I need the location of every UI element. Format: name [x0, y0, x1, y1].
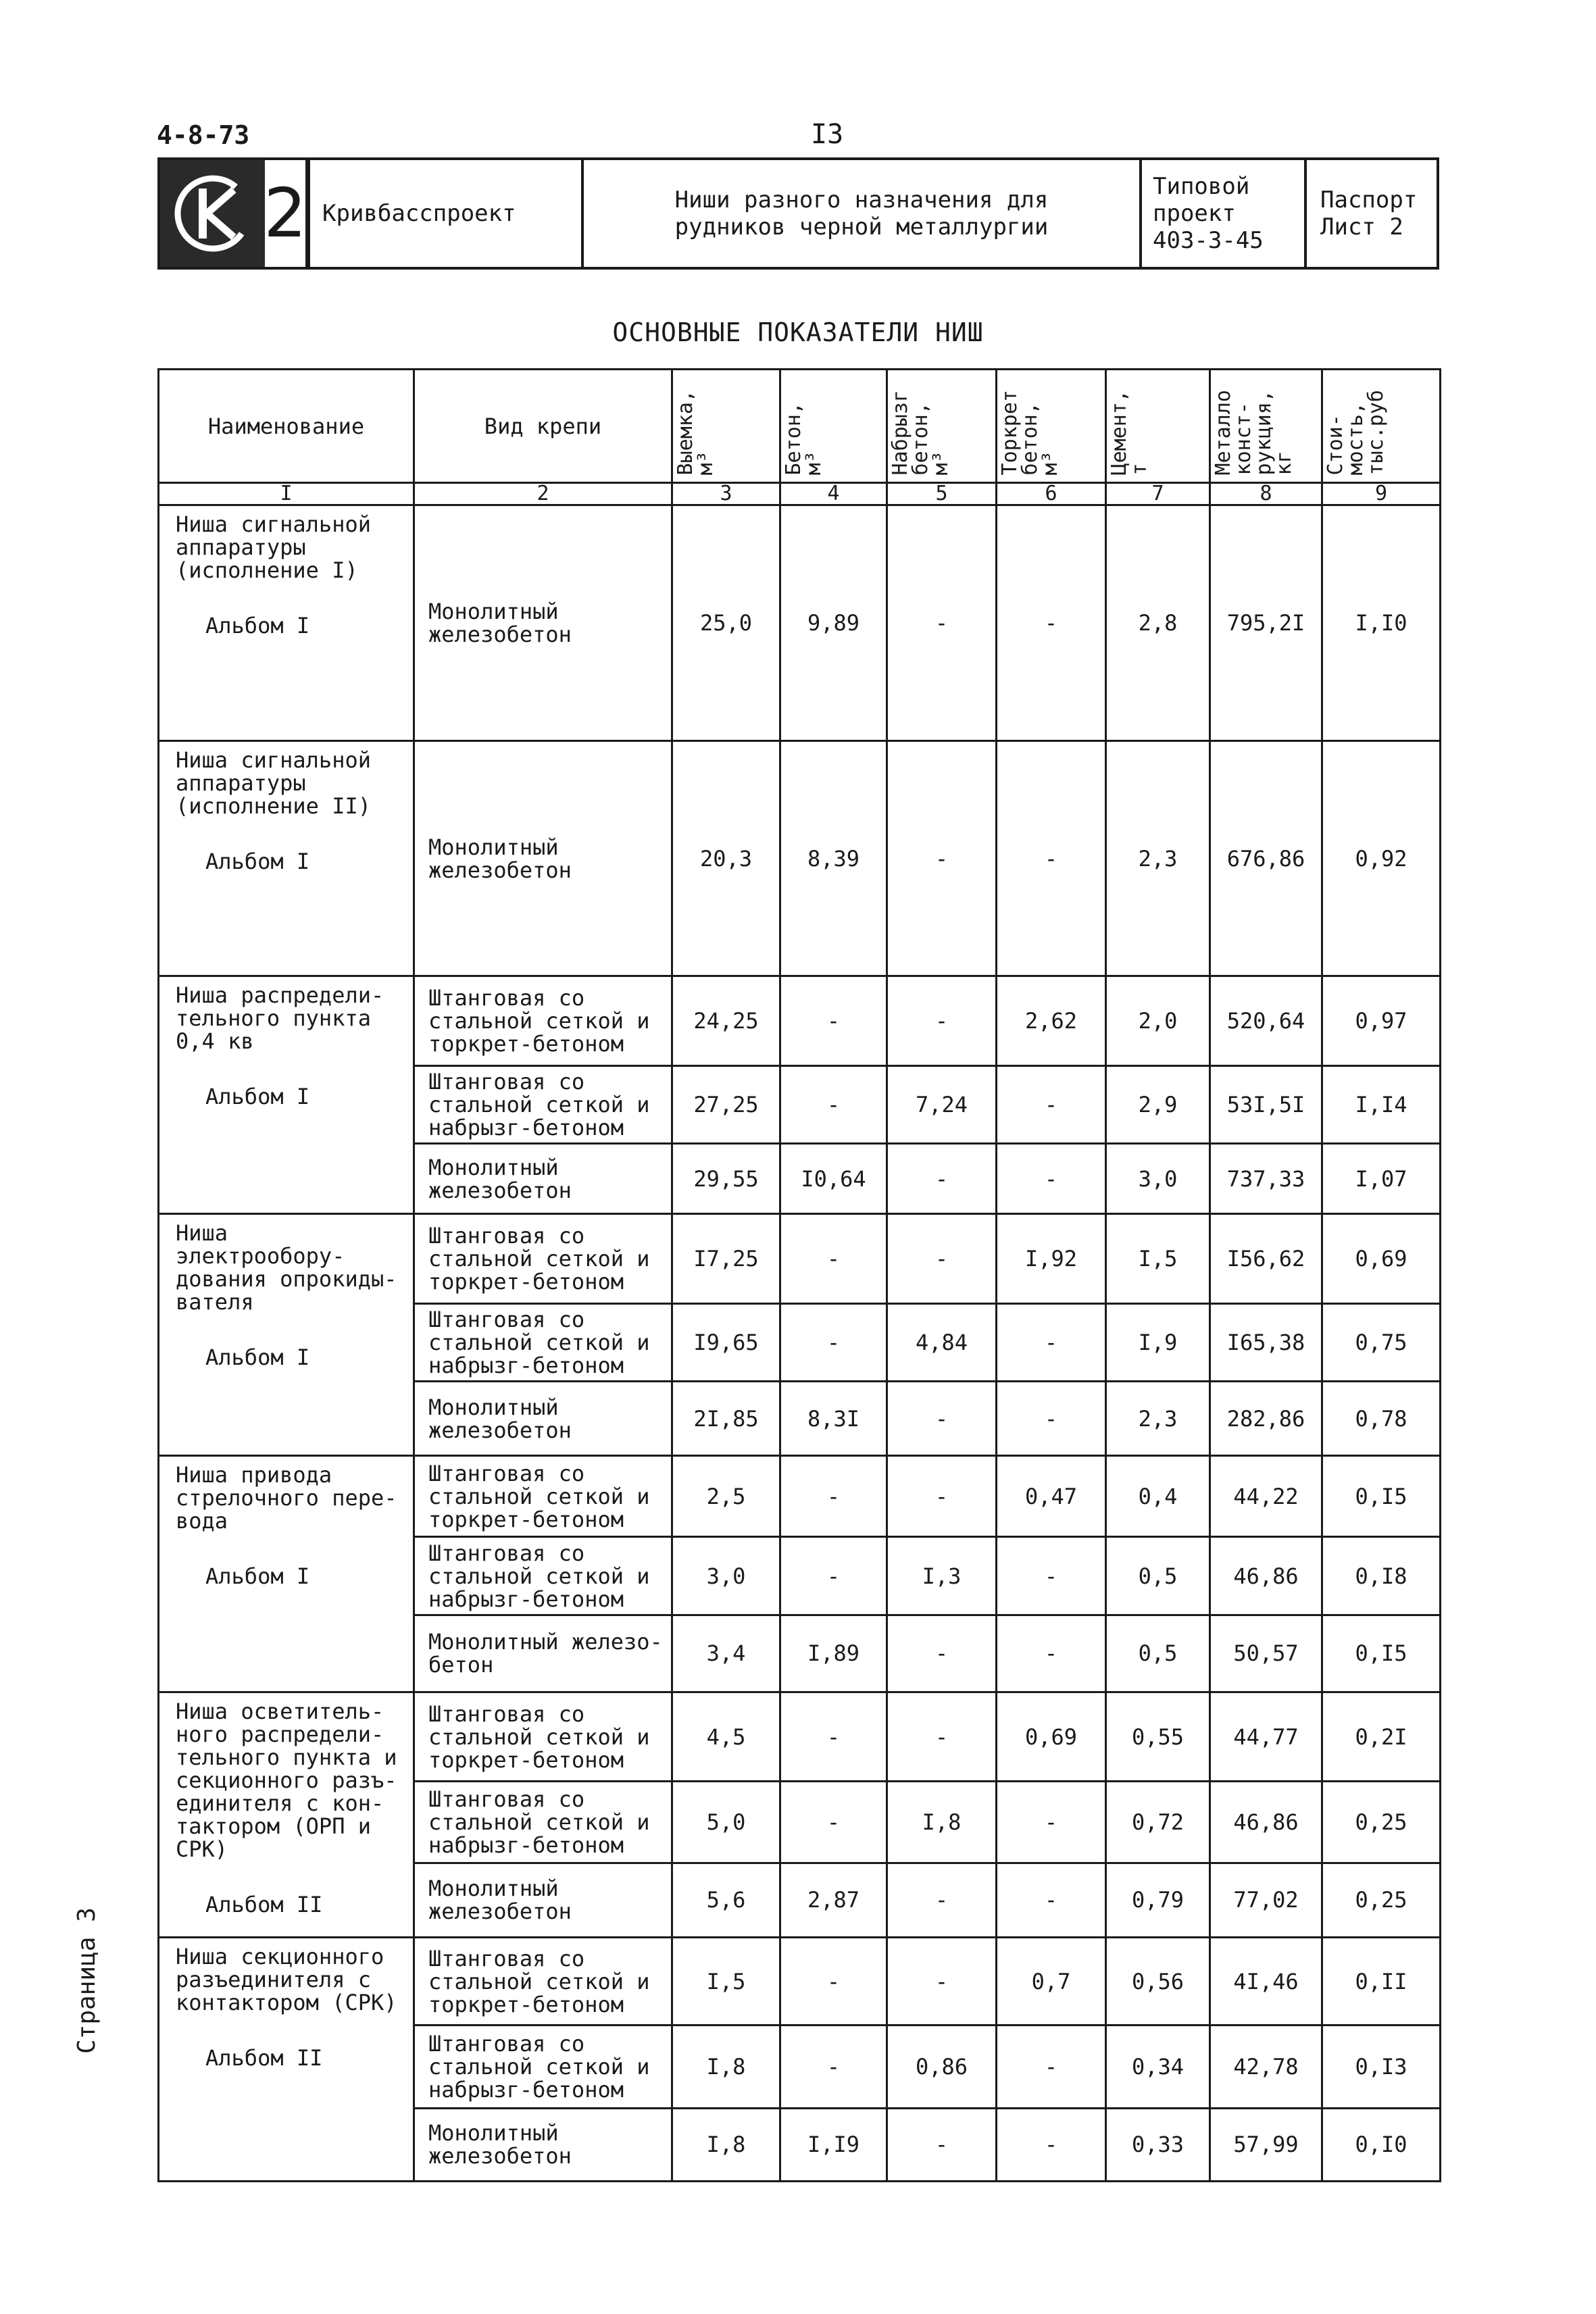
value-cell: I,07 [1322, 1144, 1441, 1214]
value-cell: - [887, 1382, 997, 1456]
column-header: Наименование [159, 370, 414, 483]
value-cell: 44,22 [1210, 1456, 1322, 1537]
support-type: Штанговая со стальной сеткой и набрызг-бетоном [414, 1537, 672, 1615]
value-cell: 4I,46 [1210, 1937, 1322, 2026]
logo-number: 2 [265, 160, 305, 267]
album-label: Альбом I [205, 1344, 310, 1371]
value-cell: I56,62 [1210, 1214, 1322, 1304]
value-cell: I,9 [1106, 1303, 1210, 1381]
value-cell: 0,72 [1106, 1782, 1210, 1863]
value-cell: 0,69 [1322, 1214, 1441, 1304]
niche-name-text: Ниша распредели- тельного пункта 0,4 кв [176, 982, 384, 1055]
value-cell: I,3 [887, 1537, 997, 1615]
value-cell: 2,9 [1106, 1066, 1210, 1144]
column-number-row [159, 483, 1441, 505]
value-cell: 27,25 [672, 1066, 780, 1144]
value-cell: 4,84 [887, 1303, 997, 1381]
value-cell: I,92 [997, 1214, 1106, 1304]
value-cell: 2,8 [1106, 505, 1210, 741]
value-cell: I,I9 [780, 2108, 887, 2181]
support-type: Штанговая со стальной сеткой и набрызг-бетоном [414, 2026, 672, 2108]
column-header: Торкрет бетон, м³ [997, 370, 1106, 483]
value-cell: 0,55 [1106, 1692, 1210, 1782]
value-cell: - [997, 1782, 1106, 1863]
support-type: Штанговая со стальной сеткой и набрызг-бетоном [414, 1782, 672, 1863]
value-cell: - [887, 1863, 997, 1937]
value-cell: I,8 [672, 2026, 780, 2108]
value-cell: 0,5 [1106, 1615, 1210, 1692]
support-type: Монолитный железо- бетон [414, 1615, 672, 1692]
value-cell: 0,86 [887, 2026, 997, 2108]
value-cell: 24,25 [672, 976, 780, 1066]
value-cell: 0,69 [997, 1692, 1106, 1782]
value-cell: 44,77 [1210, 1692, 1322, 1782]
value-cell: I,8 [887, 1782, 997, 1863]
page-number: I3 [811, 119, 844, 150]
value-cell: 53I,5I [1210, 1066, 1322, 1144]
niche-name-text: Ниша привода стрелочного пере- вода [176, 1462, 397, 1534]
value-cell: 46,86 [1210, 1537, 1322, 1615]
value-cell: - [780, 1692, 887, 1782]
value-cell: 20,3 [672, 740, 780, 976]
value-cell: 0,I5 [1322, 1615, 1441, 1692]
value-cell: 25,0 [672, 505, 780, 741]
value-cell: - [780, 1303, 887, 1381]
table-row [159, 976, 1441, 1066]
value-cell: 0,II [1322, 1937, 1441, 2026]
value-cell: 0,78 [1322, 1382, 1441, 1456]
column-number: 8 [1210, 483, 1322, 505]
value-cell: - [780, 1066, 887, 1144]
table-row [159, 1214, 1441, 1304]
value-cell: 2,0 [1106, 976, 1210, 1066]
value-cell: I,I4 [1322, 1066, 1441, 1144]
column-number: 5 [887, 483, 997, 505]
value-cell: 0,25 [1322, 1863, 1441, 1937]
album-label: Альбом I [205, 1084, 310, 1110]
value-cell: 42,78 [1210, 2026, 1322, 2108]
value-cell: I,5 [672, 1937, 780, 2026]
value-cell: 0,25 [1322, 1782, 1441, 1863]
value-cell: - [997, 1303, 1106, 1381]
value-cell: 2,5 [672, 1456, 780, 1537]
value-cell: - [997, 1066, 1106, 1144]
support-type: Монолитный железобетон [414, 1863, 672, 1937]
niche-name-text: Ниша сигнальной аппаратуры (исполнение I) [176, 511, 371, 583]
value-cell: 795,2I [1210, 505, 1322, 741]
page-side-label: Страница 3 [73, 1907, 101, 2054]
support-type: Штанговая со стальной сеткой и торкрет-бетоном [414, 976, 672, 1066]
value-cell: - [780, 1782, 887, 1863]
value-cell: 0,2I [1322, 1692, 1441, 1782]
value-cell: - [997, 1615, 1106, 1692]
value-cell: 50,57 [1210, 1615, 1322, 1692]
value-cell: - [780, 2026, 887, 2108]
value-cell: - [887, 1456, 997, 1537]
value-cell: - [887, 2108, 997, 2181]
document-title [582, 159, 1141, 268]
support-type: Штанговая со стальной сеткой и торкрет-бетоном [414, 1456, 672, 1537]
value-cell: 2,3 [1106, 740, 1210, 976]
niche-name [159, 1692, 414, 1937]
value-cell: 0,47 [997, 1456, 1106, 1537]
value-cell: - [887, 1615, 997, 1692]
support-type: Штанговая со стальной сеткой и торкрет-бетоном [414, 1692, 672, 1782]
value-cell: I9,65 [672, 1303, 780, 1381]
support-type: Монолитный железобетон [414, 2108, 672, 2181]
value-cell: I,89 [780, 1615, 887, 1692]
indicators-table [157, 368, 1441, 2182]
project-line-2: проект [1153, 200, 1236, 227]
value-cell: 2,3 [1106, 1382, 1210, 1456]
column-number: 3 [672, 483, 780, 505]
column-number: 2 [414, 483, 672, 505]
value-cell: - [997, 1537, 1106, 1615]
project-number: 403-3-45 [1153, 227, 1264, 254]
table-row [159, 1692, 1441, 1782]
title-line-2: рудников черной металлургии [674, 213, 1049, 241]
value-cell: 57,99 [1210, 2108, 1322, 2181]
album-label: Альбом I [205, 848, 310, 874]
niche-name-text: Ниша сигнальной аппаратуры (исполнение II) [176, 747, 371, 819]
value-cell: - [997, 2026, 1106, 2108]
project-info [1141, 159, 1305, 268]
support-type: Штанговая со стальной сеткой и торкрет-бетоном [414, 1214, 672, 1304]
value-cell: - [887, 1214, 997, 1304]
value-cell: 4,5 [672, 1692, 780, 1782]
title-block [157, 157, 1439, 270]
table-row [159, 1937, 1441, 2026]
album-label: Альбом II [205, 1891, 323, 1917]
value-cell: 5,6 [672, 1863, 780, 1937]
header-row [159, 370, 1441, 483]
niche-name [159, 976, 414, 1214]
value-cell: - [997, 505, 1106, 741]
column-number: 6 [997, 483, 1106, 505]
niche-name [159, 505, 414, 741]
support-type: Монолитный железобетон [414, 1144, 672, 1214]
value-cell: 282,86 [1210, 1382, 1322, 1456]
value-cell: 0,33 [1106, 2108, 1210, 2181]
niche-name [159, 740, 414, 976]
value-cell: 5,0 [672, 1782, 780, 1863]
value-cell: - [780, 1537, 887, 1615]
value-cell: 0,97 [1322, 976, 1441, 1066]
niche-name [159, 1214, 414, 1456]
table-heading: ОСНОВНЫЕ ПОКАЗАТЕЛИ НИШ [612, 318, 984, 347]
value-cell: 7,24 [887, 1066, 997, 1144]
value-cell: I65,38 [1210, 1303, 1322, 1381]
value-cell: 2,62 [997, 976, 1106, 1066]
passport-line-1: Паспорт [1320, 186, 1418, 213]
value-cell: - [997, 2108, 1106, 2181]
value-cell: - [997, 1382, 1106, 1456]
value-cell: 2I,85 [672, 1382, 780, 1456]
value-cell: 3,4 [672, 1615, 780, 1692]
value-cell: 29,55 [672, 1144, 780, 1214]
value-cell: 8,3I [780, 1382, 887, 1456]
value-cell: - [887, 1692, 997, 1782]
value-cell: I,I0 [1322, 505, 1441, 741]
value-cell: - [887, 976, 997, 1066]
value-cell: 0,56 [1106, 1937, 1210, 2026]
value-cell: 0,7 [997, 1937, 1106, 2026]
project-line-1: Типовой [1153, 173, 1250, 200]
niche-name [159, 1456, 414, 1692]
value-cell: 0,I3 [1322, 2026, 1441, 2108]
value-cell: - [780, 1214, 887, 1304]
niche-name-text: Ниша электрообору- дования опрокиды- вателя [176, 1220, 397, 1315]
value-cell: - [997, 1863, 1106, 1937]
value-cell: - [997, 1144, 1106, 1214]
value-cell: 737,33 [1210, 1144, 1322, 1214]
value-cell: 0,92 [1322, 740, 1441, 976]
value-cell: 3,0 [672, 1537, 780, 1615]
column-number: 9 [1322, 483, 1441, 505]
value-cell: I,8 [672, 2108, 780, 2181]
logo [159, 159, 309, 268]
title-line-1: Ниши разного назначения для [674, 186, 1049, 213]
support-type: Монолитный железобетон [414, 505, 672, 741]
value-cell: I7,25 [672, 1214, 780, 1304]
column-number: I [159, 483, 414, 505]
value-cell: 676,86 [1210, 740, 1322, 976]
value-cell: 0,75 [1322, 1303, 1441, 1381]
value-cell: 0,I0 [1322, 2108, 1441, 2181]
ck-logo-icon [160, 160, 265, 267]
album-label: Альбом I [205, 1563, 310, 1590]
support-type: Монолитный железобетон [414, 1382, 672, 1456]
table-row [159, 505, 1441, 741]
column-number: 4 [780, 483, 887, 505]
niche-name-text: Ниша осветитель- ного распредели- тельного пункта и секционного разъ- единителя с кон- тактором (ОРП и СРК) [176, 1698, 397, 1862]
value-cell: 3,0 [1106, 1144, 1210, 1214]
album-label: Альбом II [205, 2044, 323, 2071]
column-header: Металло конст- рукция, кг [1210, 370, 1322, 483]
album-label: Альбом I [205, 613, 310, 638]
support-type: Штанговая со стальной сеткой и торкрет-бетоном [414, 1937, 672, 2026]
column-header: Бетон, м³ [780, 370, 887, 483]
value-cell: - [997, 740, 1106, 976]
value-cell: - [887, 1144, 997, 1214]
sheet-number: Лист 2 [1320, 213, 1403, 241]
niche-name [159, 1937, 414, 2181]
value-cell: 520,64 [1210, 976, 1322, 1066]
value-cell: I,5 [1106, 1214, 1210, 1304]
organization-name: Кривбасспроект [309, 159, 582, 268]
column-header: Набрызг бетон, м³ [887, 370, 997, 483]
value-cell: - [780, 1937, 887, 2026]
value-cell: 9,89 [780, 505, 887, 741]
value-cell: 46,86 [1210, 1782, 1322, 1863]
value-cell: - [780, 1456, 887, 1537]
value-cell: 0,34 [1106, 2026, 1210, 2108]
value-cell: 0,I8 [1322, 1537, 1441, 1615]
table-row [159, 1456, 1441, 1537]
value-cell: 0,4 [1106, 1456, 1210, 1537]
table-row [159, 740, 1441, 976]
value-cell: - [887, 505, 997, 741]
document-code: 4-8-73 [157, 120, 250, 150]
value-cell: 8,39 [780, 740, 887, 976]
niche-name-text: Ниша секционного разъединителя с контактором (СРК) [176, 1943, 397, 2015]
value-cell: 77,02 [1210, 1863, 1322, 1937]
value-cell: I0,64 [780, 1144, 887, 1214]
value-cell: 0,79 [1106, 1863, 1210, 1937]
passport-info [1305, 159, 1438, 268]
value-cell: 2,87 [780, 1863, 887, 1937]
column-header: Вид крепи [414, 370, 672, 483]
value-cell: 0,I5 [1322, 1456, 1441, 1537]
column-header: Выемка, м³ [672, 370, 780, 483]
value-cell: 0,5 [1106, 1537, 1210, 1615]
value-cell: - [780, 976, 887, 1066]
support-type: Штанговая со стальной сеткой и набрызг-бетоном [414, 1303, 672, 1381]
column-header: Стои- мость, тыс.руб [1322, 370, 1441, 483]
support-type: Монолитный железобетон [414, 740, 672, 976]
column-header: Цемент, т [1106, 370, 1210, 483]
column-number: 7 [1106, 483, 1210, 505]
value-cell: - [887, 740, 997, 976]
support-type: Штанговая со стальной сеткой и набрызг-бетоном [414, 1066, 672, 1144]
value-cell: - [887, 1937, 997, 2026]
